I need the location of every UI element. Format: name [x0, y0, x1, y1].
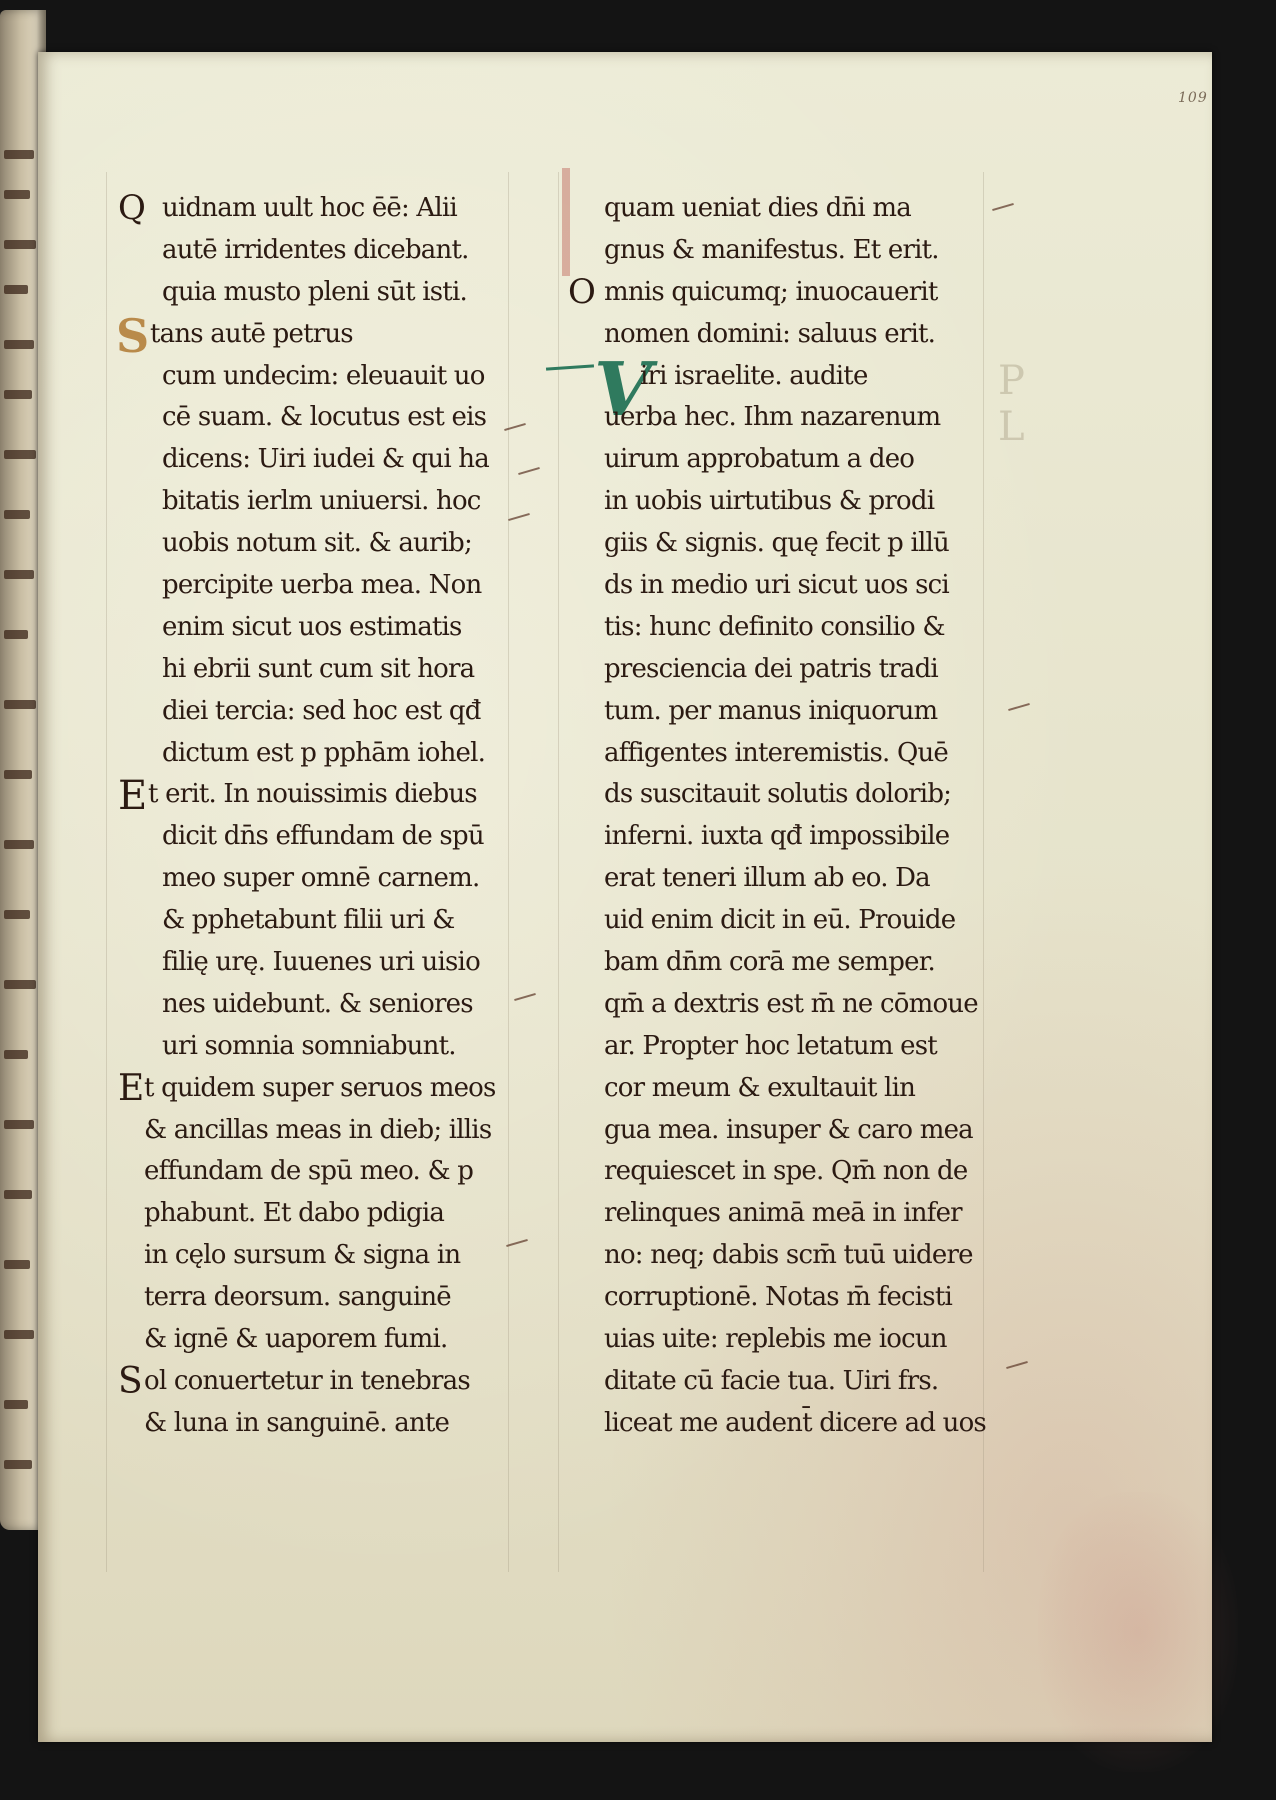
prev-leaf-text-fragment [4, 340, 34, 349]
text-line: in uobis uirtutibus & prodi [604, 486, 935, 517]
text-line: uid enim dicit in eū. Prouide [604, 905, 956, 936]
ruling-line [558, 172, 559, 1572]
text-line: ol conuertetur in tenebras [144, 1365, 470, 1396]
line-filler-stroke [992, 203, 1014, 211]
left-column-lines [144, 188, 514, 1445]
text-line: percipite uerba mea. Non [162, 570, 482, 601]
prev-leaf-text-fragment [4, 240, 36, 249]
text-line: giis & signis. quę fecit p illū [604, 528, 949, 559]
text-line: gnus & manifestus. Et erit. [604, 234, 939, 265]
text-line: & ancillas meas in dieb; illis [144, 1114, 492, 1145]
text-line: bam dn̄m corā me semper. [604, 947, 935, 978]
prev-leaf-text-fragment [4, 1190, 32, 1199]
initial-o: O [568, 272, 596, 312]
text-line: terra deorsum. sanguinē [144, 1282, 451, 1313]
text-line: cor meum & exultauit lin [604, 1072, 916, 1103]
prev-leaf-text-fragment [4, 150, 34, 159]
initial-e: E [118, 1068, 145, 1109]
text-line: affigentes interemistis. Quē [604, 737, 948, 768]
text-line: & pphetabunt filii uri & [162, 905, 455, 936]
text-line: qm̄ a dextris est m̄ ne cōmoue [604, 988, 978, 1019]
text-line: uerba hec. Ihm nazarenum [604, 402, 941, 433]
initial-s: S [118, 1361, 143, 1402]
text-line: bitatis ierlm uniuersi. hoc [162, 486, 481, 517]
line-filler-stroke [518, 467, 540, 475]
initial-e: E [118, 773, 148, 819]
rubric-initial-v: V [594, 347, 652, 433]
initial-q: Q [118, 188, 146, 228]
text-line: tans autē petrus [150, 318, 353, 349]
text-line: relinques animā meā in infer [604, 1198, 962, 1229]
text-line: enim sicut uos estimatis [162, 611, 462, 642]
text-line: cum undecim: eleuauit uo [162, 360, 485, 391]
prev-leaf-text-fragment [4, 910, 30, 919]
text-line: nes uidebunt. & seniores [162, 988, 473, 1019]
prev-leaf-text-fragment [4, 770, 32, 779]
right-column-lines [604, 188, 986, 1445]
line-filler-stroke [1008, 703, 1030, 711]
text-line: meo super omnē carnem. [162, 863, 480, 894]
text-line: dicit dn̄s effundam de spū [162, 821, 484, 852]
text-line: requiescet in spe. Qm̄ non de [604, 1156, 968, 1187]
prev-leaf-text-fragment [4, 1460, 32, 1469]
text-line: phabunt. Et dabo pdigia [144, 1198, 445, 1229]
prev-leaf-text-fragment [4, 1400, 28, 1409]
text-line: uri somnia somniabunt. [162, 1030, 456, 1061]
text-line: t quidem super seruos meos [144, 1072, 496, 1103]
text-line: ar. Propter hoc letatum est [604, 1030, 937, 1061]
show-through-mark: L [998, 404, 1025, 450]
prev-leaf-text-fragment [4, 390, 32, 399]
text-line: gua mea. insuper & caro mea [604, 1114, 973, 1145]
prev-leaf-text-fragment [4, 570, 34, 579]
prev-leaf-text-fragment [4, 510, 30, 519]
text-line: quia musto pleni sūt isti. [162, 276, 467, 307]
rubric-stroke-faded [562, 168, 570, 276]
prev-leaf-text-fragment [4, 840, 34, 849]
text-line: nomen domini: saluus erit. [604, 318, 936, 349]
prev-leaf-text-fragment [4, 1260, 30, 1269]
text-line: autē irridentes dicebant. [162, 234, 469, 265]
text-line: effundam de spū meo. & p [144, 1156, 474, 1187]
prev-leaf-text-fragment [4, 285, 28, 294]
text-line: uias uite: replebis me iocun [604, 1324, 947, 1355]
text-line: no: neq; dabis scm̄ tuū uidere [604, 1240, 973, 1271]
line-filler-stroke [1006, 1361, 1028, 1369]
text-line: liceat me audent̄ dicere ad uos [604, 1407, 986, 1438]
text-line: diei tercia: sed hoc est qđ [162, 695, 481, 726]
stain [1038, 1492, 1238, 1772]
text-line: t erit. In nouissimis diebus [148, 779, 477, 810]
prev-leaf-text-fragment [4, 450, 36, 459]
text-line: corruptionē. Notas m̄ fecisti [604, 1282, 953, 1313]
text-line: ds in medio uri sicut uos sci [604, 570, 949, 601]
prev-leaf-text-fragment [4, 1120, 34, 1129]
text-line: ds suscitauit solutis dolorib; [604, 779, 952, 810]
prev-leaf-text-fragment [4, 700, 36, 709]
rubric-flourish [546, 364, 594, 370]
ruling-line [106, 172, 107, 1572]
text-line: in cęlo sursum & signa in [144, 1240, 461, 1271]
text-line: & luna in sanguinē. ante [144, 1407, 450, 1438]
text-line: tum. per manus iniquorum [604, 695, 938, 726]
manuscript-page [38, 52, 1212, 1742]
text-line: tis: hunc definito consilio & [604, 611, 945, 642]
text-line: ditate cū facie tua. Uiri frs. [604, 1365, 939, 1396]
text-line: cē suam. & locutus est eis [162, 402, 487, 433]
prev-leaf-text-fragment [4, 1050, 28, 1059]
text-line: & ignē & uaporem fumi. [144, 1324, 448, 1355]
text-line: erat teneri illum ab eo. Da [604, 863, 930, 894]
prev-leaf-text-fragment [4, 630, 28, 639]
line-filler-stroke [514, 993, 536, 1001]
text-line: uirum approbatum a deo [604, 444, 915, 475]
text-line: uobis notum sit. & aurib; [162, 528, 472, 559]
text-line: inferni. iuxta qđ impossibile [604, 821, 950, 852]
text-line: quam ueniat dies dn̄i ma [604, 193, 911, 223]
text-line: uidnam uult hoc ēē: Alii [162, 193, 457, 223]
prev-leaf-text-fragment [4, 980, 36, 989]
text-line: iri israelite. audite [640, 360, 868, 391]
prev-leaf-text-fragment [4, 190, 30, 199]
rubric-initial-s: S [116, 309, 150, 363]
text-line: presciencia dei patris tradi [604, 653, 938, 684]
show-through-mark: P [998, 358, 1025, 404]
text-line: dicens: Uiri iudei & qui ha [162, 444, 489, 475]
text-line: filię urę. Iuuenes uri uisio [162, 947, 480, 978]
folio-number: 109 [1178, 90, 1208, 106]
text-line: mnis quicumq; inuocauerit [604, 276, 938, 307]
text-line: dictum est p pphām iohel. [162, 737, 486, 768]
text-line: hi ebrii sunt cum sit hora [162, 653, 475, 684]
prev-leaf-text-fragment [4, 1330, 34, 1339]
